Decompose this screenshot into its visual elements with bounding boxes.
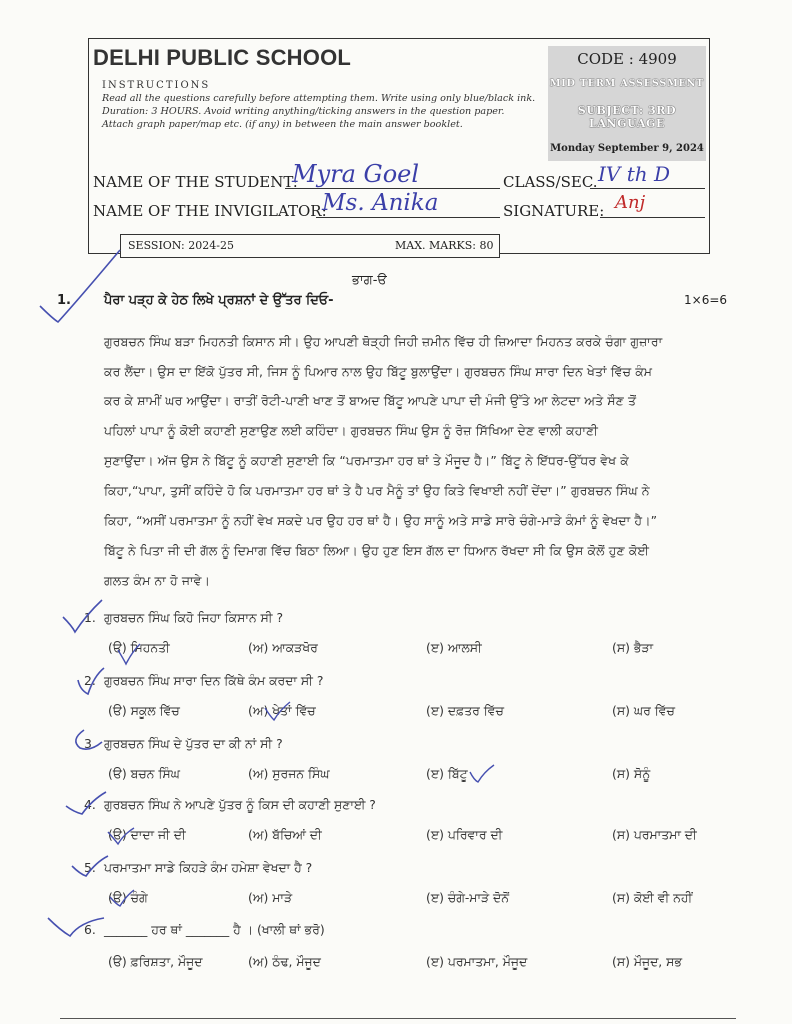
- max-marks: MAX. MARKS: 80: [395, 239, 494, 252]
- option-a[interactable]: (ੳ) ਚੰਗੇ: [108, 890, 148, 905]
- paragraph-line: ਕਿਹਾ, “ਅਸੀਂ ਪਰਮਾਤਮਾ ਨੂੰ ਨਹੀਂ ਵੇਖ ਸਕਦੇ ਪਰ ਉਹ ਹਰ ਥਾਂ ਹੈ। ਉਹ ਸਾਨੂੰ ਅਤੇ ਸਾਡੇ ਸਾਰੇ ਚੰਗੇ-ਮਾੜੇ ਕੰਮਾਂ ਨੂੰ ਵੇਖਦਾ ਹੈ।”: [104, 513, 658, 528]
- signature-value[interactable]: Anj: [615, 192, 646, 213]
- option-c[interactable]: (ੲ) ਬਿੱਟੂ: [426, 766, 468, 781]
- option-a[interactable]: (ੳ) ਮਿਹਨਤੀ: [108, 640, 170, 655]
- sub-question-number: 5.: [84, 860, 96, 875]
- sub-question-text: ਪਰਮਾਤਮਾ ਸਾਡੇ ਕਿਹੜੇ ਕੰਮ ਹਮੇਸ਼ਾ ਵੇਖਦਾ ਹੈ ?: [104, 860, 313, 875]
- exam-name: MID TERM ASSESSMENT: [549, 78, 705, 89]
- instruction-line: Read all the questions carefully before attempting them. Write using only blue/black ink.: [102, 93, 536, 104]
- option-d[interactable]: (ਸ) ਮੌਜੂਦ, ਸਭ: [612, 954, 683, 969]
- tick-mark-icon: [118, 644, 140, 664]
- option-b[interactable]: (ਅ) ਮਾੜੇ: [248, 890, 293, 905]
- tick-mark-icon: [72, 856, 108, 876]
- paragraph-line: ਕਿਹਾ,“ਪਾਪਾ, ਤੁਸੀਂ ਕਹਿੰਦੇ ਹੋ ਕਿ ਪਰਮਾਤਮਾ ਹਰ ਥਾਂ ਤੇ ਹੈ ਪਰ ਮੈਨੂੰ ਤਾਂ ਉਹ ਕਿਤੇ ਵਿਖਾਈ ਨਹੀਂ ਦੇਂਦਾ।” ਗੁਰਬਚਨ ਸਿੰਘ ਨੇ: [104, 483, 650, 498]
- sub-question-number: 6.: [84, 922, 96, 937]
- option-b[interactable]: (ਅ) ਆਕੜਖੋਰ: [248, 640, 318, 655]
- option-d[interactable]: (ਸ) ਭੈੜਾ: [612, 640, 654, 655]
- option-c[interactable]: (ੲ) ਦਫ਼ਤਰ ਵਿੱਚ: [426, 703, 504, 718]
- option-a[interactable]: (ੳ) ਫ਼ਰਿਸ਼ਤਾ, ਮੌਜੂਦ: [108, 954, 203, 969]
- option-a[interactable]: (ੳ) ਬਚਨ ਸਿੰਘ: [108, 766, 180, 781]
- option-d[interactable]: (ਸ) ਕੋਈ ਵੀ ਨਹੀਂ: [612, 890, 693, 905]
- tick-mark-icon: [265, 702, 290, 720]
- tick-mark-icon: [63, 600, 102, 632]
- section-heading: ਭਾਗ-ੳ: [352, 273, 387, 288]
- paragraph-line: ਬਿੱਟੂ ਨੇ ਪਿਤਾ ਜੀ ਦੀ ਗੱਲ ਨੂੰ ਦਿਮਾਗ ਵਿੱਚ ਬਿਠਾ ਲਿਆ। ਉਹ ਹੁਣ ਇਸ ਗੱਲ ਦਾ ਧਿਆਨ ਰੱਖਦਾ ਸੀ ਕਿ ਉਸ ਕੋਲੋਂ ਹੁਣ ਕੋਈ: [104, 543, 650, 558]
- subject: SUBJECT: 3RD LANGUAGE: [577, 104, 677, 130]
- tick-mark-icon: [78, 668, 104, 694]
- sub-question-number: 1.: [84, 610, 96, 625]
- option-d[interactable]: (ਸ) ਘਰ ਵਿੱਚ: [612, 703, 675, 718]
- option-b[interactable]: (ਅ) ਬੱਚਿਆਂ ਦੀ: [248, 827, 322, 842]
- tick-mark-icon: [470, 765, 494, 782]
- question-title: ਪੈਰਾ ਪੜ੍ਹ ਕੇ ਹੇਠ ਲਿਖੇ ਪ੍ਰਸ਼ਨਾਂ ਦੇ ਉੱਤਰ ਦਿਓ-: [104, 293, 334, 308]
- paragraph-line: ਕਰ ਲੈਂਦਾ। ਉਸ ਦਾ ਇੱਕੋ ਪੁੱਤਰ ਸੀ, ਜਿਸ ਨੂੰ ਪਿਆਰ ਨਾਲ ਉਹ ਬਿੱਟੂ ਬੁਲਾਉਂਦਾ। ਗੁਰਬਚਨ ਸਿੰਘ ਸਾਰਾ ਦਿਨ ਖੇਤਾਂ ਵਿੱਚ ਕੰਮ: [104, 364, 653, 379]
- paragraph-line: ਗਲਤ ਕੰਮ ਨਾ ਹੋ ਜਾਵੇ।: [104, 573, 211, 588]
- tick-mark-icon: [66, 792, 106, 814]
- tick-mark-icon: [48, 918, 104, 936]
- paragraph-line: ਪਹਿਲਾਂ ਪਾਪਾ ਨੂੰ ਕੋਈ ਕਹਾਣੀ ਸੁਣਾਉਣ ਲਈ ਕਹਿੰਦਾ। ਗੁਰਬਚਨ ਸਿੰਘ ਉਸ ਨੂੰ ਰੋਜ਼ ਸਿੱਖਿਆ ਦੇਣ ਵਾਲੀ ਕਹਾਣੀ: [104, 423, 598, 438]
- paragraph-line: ਗੁਰਬਚਨ ਸਿੰਘ ਬੜਾ ਮਿਹਨਤੀ ਕਿਸਾਨ ਸੀ। ਉਹ ਆਪਣੀ ਥੋੜ੍ਹੀ ਜਿਹੀ ਜ਼ਮੀਨ ਵਿੱਚ ਹੀ ਜ਼ਿਆਦਾ ਮਿਹਨਤ ਕਰਕੇ ਚੰਗਾ ਗੁਜ਼ਾਰਾ: [104, 334, 663, 349]
- invigilator-value[interactable]: Ms. Anika: [322, 190, 439, 216]
- sub-question-text: ਗੁਰਬਚਨ ਸਿੰਘ ਕਿਹੋ ਜਿਹਾ ਕਿਸਾਨ ਸੀ ?: [104, 610, 284, 625]
- class-label: CLASS/SEC.: [503, 173, 598, 191]
- student-name-value[interactable]: Myra Goel: [292, 160, 420, 188]
- option-c[interactable]: (ੲ) ਪਰਿਵਾਰ ਦੀ: [426, 827, 503, 842]
- tick-mark-icon: [108, 828, 134, 844]
- paragraph-line: ਕਰ ਕੇ ਸ਼ਾਮੀਂ ਘਰ ਆਉਂਦਾ। ਰਾਤੀਂ ਰੋਟੀ-ਪਾਣੀ ਖਾਣ ਤੋਂ ਬਾਅਦ ਬਿੱਟੂ ਆਪਣੇ ਪਾਪਾ ਦੀ ਮੰਜੀ ਉੱਤੇ ਆ ਲੇਟਦਾ ਅਤੇ ਸੌਣ ਤੋਂ: [104, 393, 637, 408]
- session: SESSION: 2024-25: [128, 239, 234, 252]
- sub-question-text: ਗੁਰਬਚਨ ਸਿੰਘ ਸਾਰਾ ਦਿਨ ਕਿੱਥੇ ਕੰਮ ਕਰਦਾ ਸੀ ?: [104, 673, 324, 688]
- option-d[interactable]: (ਸ) ਸੋਨੂੰ: [612, 766, 651, 781]
- option-c[interactable]: (ੲ) ਪਰਮਾਤਮਾ, ਮੌਜੂਦ: [426, 954, 528, 969]
- exam-date: Monday September 9, 2024: [550, 143, 704, 154]
- sub-question-text: ਗੁਰਬਚਨ ਸਿੰਘ ਦੇ ਪੁੱਤਰ ਦਾ ਕੀ ਨਾਂ ਸੀ ?: [104, 736, 283, 751]
- sub-question-number: 3.: [84, 736, 96, 751]
- paper-code: CODE : 4909: [577, 50, 677, 68]
- instruction-line: Attach graph paper/map etc. (if any) in between the main answer booklet.: [102, 119, 463, 130]
- paragraph-line: ਸੁਣਾਉਂਦਾ। ਅੱਜ ਉਸ ਨੇ ਬਿੱਟੂ ਨੂੰ ਕਹਾਣੀ ਸੁਣਾਈ ਕਿ “ਪਰਮਾਤਮਾ ਹਰ ਥਾਂ ਤੇ ਮੌਜੂਦ ਹੈ।” ਬਿੱਟੂ ਨੇ ਇੱਧਰ-ਉੱਧਰ ਵੇਖ ਕੇ: [104, 453, 629, 468]
- school-name: DELHI PUBLIC SCHOOL: [93, 45, 352, 70]
- option-b[interactable]: (ਅ) ਠੰਢ, ਮੌਜੂਦ: [248, 954, 321, 969]
- invigilator-label: NAME OF THE INVIGILATOR:: [93, 202, 327, 220]
- tick-mark-icon: [40, 250, 120, 322]
- sub-question-number: 2.: [84, 673, 96, 688]
- tick-mark-icon: [76, 730, 102, 749]
- option-b[interactable]: (ਅ) ਸੁਰਜਨ ਸਿੰਘ: [248, 766, 330, 781]
- option-c[interactable]: (ੲ) ਆਲਸੀ: [426, 640, 482, 655]
- instruction-line: Duration: 3 HOURS. Avoid writing anything/ticking answers in the question paper.: [102, 106, 505, 117]
- tick-mark-icon: [110, 890, 134, 906]
- option-d[interactable]: (ਸ) ਪਰਮਾਤਮਾ ਦੀ: [612, 827, 697, 842]
- instructions-title: INSTRUCTIONS: [102, 80, 211, 91]
- sub-question-text: ਗੁਰਬਚਨ ਸਿੰਘ ਨੇ ਆਪਣੇ ਪੁੱਤਰ ਨੂੰ ਕਿਸ ਦੀ ਕਹਾਣੀ ਸੁਣਾਈ ?: [104, 797, 376, 812]
- option-a[interactable]: (ੳ) ਸਕੂਲ ਵਿੱਚ: [108, 703, 180, 718]
- option-c[interactable]: (ੲ) ਚੰਗੇ-ਮਾੜੇ ਦੋਨੋਂ: [426, 890, 509, 905]
- signature-label: SIGNATURE:: [503, 202, 605, 220]
- question-marks: 1×6=6: [684, 293, 728, 307]
- option-a[interactable]: (ੳ) ਦਾਦਾ ਜੀ ਦੀ: [108, 827, 186, 842]
- student-name-label: NAME OF THE STUDENT:: [93, 173, 298, 191]
- question-number: 1.: [57, 293, 71, 308]
- option-b[interactable]: (ਅ) ਖੇਤਾਂ ਵਿੱਚ: [248, 703, 316, 718]
- sub-question-number: 4.: [84, 797, 96, 812]
- class-value[interactable]: IV th D: [598, 162, 671, 186]
- sub-question-text: _______ ਹਰ ਥਾਂ _______ ਹੈ । (ਖਾਲੀ ਥਾਂ ਭਰੋ): [104, 922, 325, 937]
